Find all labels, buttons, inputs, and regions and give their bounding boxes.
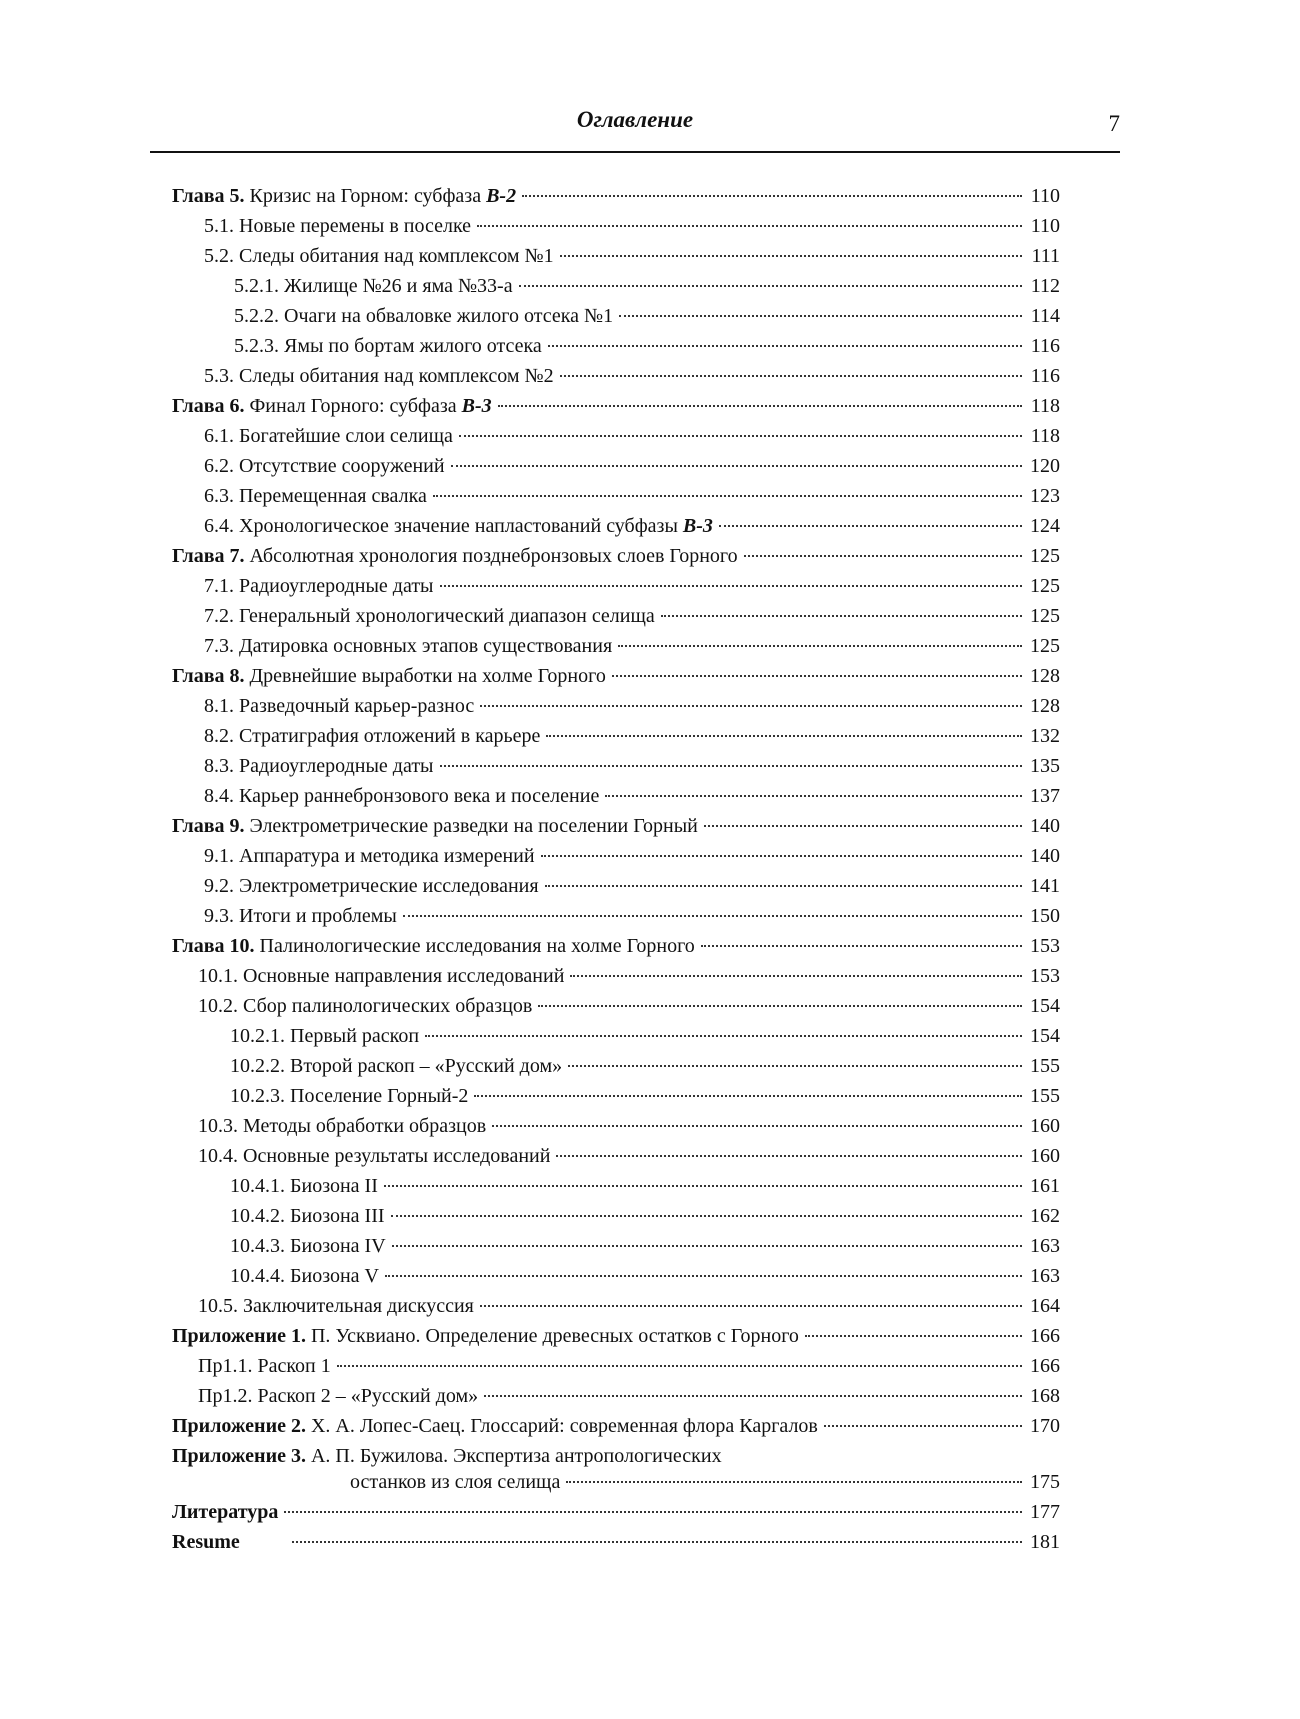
toc-entry-text: Кризис на Горном: субфаза [244, 185, 487, 207]
toc-entry-text: Палинологические исследования на холме Горного [254, 935, 695, 957]
toc-entry-label [198, 995, 532, 1018]
toc-entry-page: 124 [1030, 515, 1060, 537]
toc-entry[interactable] [170, 725, 1060, 755]
toc-entry-text: 8.3. Радиоуглеродные даты [204, 755, 434, 777]
toc-entry[interactable] [170, 965, 1060, 995]
toc-entry-page: 116 [1030, 335, 1060, 357]
toc-entry-text: Пр1.1. Раскоп 1 [198, 1355, 331, 1377]
toc-entry-prefix: Глава 6. [172, 395, 245, 417]
toc-entry-page: 170 [1030, 1415, 1060, 1437]
toc-entry-page: 177 [1030, 1501, 1060, 1523]
toc-entry-label [198, 1385, 478, 1408]
dot-leader [612, 675, 1022, 677]
toc-entry-label [198, 1115, 486, 1138]
dot-leader [545, 885, 1022, 887]
toc-entry[interactable] [170, 1501, 1060, 1531]
toc-entry-page: 112 [1030, 275, 1060, 297]
toc-entry-label [234, 335, 542, 358]
running-header [150, 103, 1120, 153]
dot-leader [805, 1335, 1022, 1337]
page-number: 7 [1108, 111, 1120, 136]
dot-leader [704, 825, 1022, 827]
toc-entry-label [204, 695, 474, 718]
toc-entry-label [204, 905, 397, 928]
toc-entry[interactable] [170, 1115, 1060, 1145]
dot-leader [538, 1005, 1022, 1007]
toc-entry-text: 7.1. Радиоуглеродные даты [204, 575, 434, 597]
toc-entry-page: 110 [1030, 215, 1060, 237]
toc-entry-label [230, 1235, 386, 1258]
toc-entry-label [172, 185, 516, 208]
toc-entry-page: 128 [1030, 665, 1060, 687]
dot-leader [824, 1425, 1022, 1427]
toc-entry-label [204, 365, 554, 388]
toc-entry[interactable] [170, 1471, 1060, 1501]
toc-entry[interactable] [170, 905, 1060, 935]
toc-entry-label [204, 725, 540, 748]
toc-entry[interactable] [170, 1445, 1060, 1471]
toc-entry-text: 5.2.2. Очаги на обваловке жилого отсека №1 [234, 305, 614, 327]
toc-entry[interactable] [170, 335, 1060, 365]
dot-leader [292, 1541, 1022, 1543]
toc-entry-label [172, 545, 738, 568]
toc-entry-text: 7.3. Датировка основных этапов существования [204, 635, 613, 657]
toc-entry-page: 163 [1030, 1235, 1060, 1257]
toc-entry-text: Пр1.2. Раскоп 2 – «Русский дом» [198, 1385, 479, 1407]
toc-entry[interactable] [170, 1235, 1060, 1265]
toc-entry-label [204, 215, 471, 238]
toc-entry-text: Х. А. Лопес-Саец. Глоссарий: современная флора Каргалов [305, 1415, 818, 1437]
toc-entry-label [204, 245, 554, 268]
toc-entry-prefix: Приложение 2. [172, 1415, 306, 1437]
toc-entry-label [204, 875, 539, 898]
toc-entry-page: 154 [1030, 1025, 1060, 1047]
toc-entry-text: останков из слоя селища [350, 1471, 561, 1493]
dot-leader [556, 1155, 1022, 1157]
toc-entry-page: 160 [1030, 1115, 1060, 1137]
toc-entry[interactable] [170, 695, 1060, 725]
dot-leader [568, 1065, 1022, 1067]
toc-entry[interactable] [170, 395, 1060, 425]
toc-entry[interactable] [170, 215, 1060, 245]
toc-entry-label [172, 395, 492, 418]
toc-entry-text: 10.2. Сбор палинологических образцов [198, 995, 533, 1017]
toc-entry[interactable] [170, 515, 1060, 545]
toc-entry-page: 125 [1030, 635, 1060, 657]
dot-leader [570, 975, 1022, 977]
toc-entry-page: 166 [1030, 1355, 1060, 1377]
toc-entry-text: 10.4.2. Биозона III [230, 1205, 385, 1227]
dot-leader [522, 195, 1022, 197]
toc-entry-label [204, 755, 434, 778]
toc-entry-label [172, 1415, 818, 1438]
toc-entry-text: 10.1. Основные направления исследований [198, 965, 565, 987]
toc-entry-prefix: Resume [172, 1531, 240, 1553]
toc-entry-label [204, 605, 655, 628]
toc-entry-page: 155 [1030, 1055, 1060, 1077]
toc-entry-label [350, 1471, 560, 1494]
toc-entry-label [230, 1085, 468, 1108]
toc-entry[interactable] [170, 605, 1060, 635]
toc-entry-page: 135 [1030, 755, 1060, 777]
toc-entry-text: 5.2.3. Ямы по бортам жилого отсека [234, 335, 542, 357]
toc-entry[interactable] [170, 1415, 1060, 1445]
toc-entry-text: 10.5. Заключительная дискуссия [198, 1295, 474, 1317]
toc-entry[interactable] [170, 485, 1060, 515]
toc-entry-text: 5.1. Новые перемены в поселке [204, 215, 472, 237]
toc-entry-page: 181 [1030, 1531, 1060, 1553]
dot-leader [425, 1035, 1022, 1037]
dot-leader [619, 315, 1022, 317]
toc-entry-page: 175 [1030, 1471, 1060, 1493]
toc-entry-label [204, 785, 599, 808]
toc-entry-label [172, 1501, 278, 1524]
toc-entry[interactable] [170, 845, 1060, 875]
toc-entry[interactable] [170, 755, 1060, 785]
dot-leader [477, 225, 1022, 227]
toc-entry[interactable] [170, 1085, 1060, 1115]
dot-leader [560, 375, 1022, 377]
page-title: Оглавление [576, 107, 694, 132]
toc-entry-page: 140 [1030, 845, 1060, 867]
toc-entry-text: 5.2.1. Жилище №26 и яма №33-а [234, 275, 513, 297]
dot-leader [385, 1275, 1022, 1277]
toc-entry-text: 5.2. Следы обитания над комплексом №1 [204, 245, 554, 267]
toc-entry-page: 114 [1030, 305, 1060, 327]
toc-entry-text: 10.4. Основные результаты исследований [198, 1145, 551, 1167]
dot-leader [548, 345, 1022, 347]
dot-leader [541, 855, 1022, 857]
toc-entry-page: 125 [1030, 575, 1060, 597]
toc-entry[interactable] [170, 1385, 1060, 1415]
toc-entry-label [204, 635, 612, 658]
toc-entry-prefix: Приложение 3. [172, 1445, 306, 1467]
toc-entry-label [172, 665, 606, 688]
toc-entry-text: 8.4. Карьер раннебронзового века и поселение [204, 785, 600, 807]
dot-leader [433, 495, 1022, 497]
dot-leader [605, 795, 1022, 797]
toc-entry-page: 150 [1030, 905, 1060, 927]
toc-entry-page: 116 [1030, 365, 1060, 387]
toc-entry-text: П. Усквиано. Определение древесных остатков с Горного [305, 1325, 799, 1347]
toc-entry-label [204, 515, 713, 538]
toc-entry-text: Древнейшие выработки на холме Горного [244, 665, 606, 687]
toc-entry-label [172, 815, 698, 838]
toc-entry-page: 166 [1030, 1325, 1060, 1347]
dot-leader [480, 705, 1022, 707]
toc-entry-label [198, 1295, 474, 1318]
toc-entry-page: 125 [1030, 605, 1060, 627]
toc-entry-text: Финал Горного: субфаза [244, 395, 462, 417]
toc-entry-label [172, 1445, 722, 1468]
toc-entry-page: 125 [1030, 545, 1060, 567]
toc-entry-label [230, 1205, 385, 1228]
toc-entry[interactable] [170, 1355, 1060, 1385]
toc-entry-page: 128 [1030, 695, 1060, 717]
toc-entry-prefix: Глава 8. [172, 665, 245, 687]
toc-entry-prefix: Глава 5. [172, 185, 245, 207]
toc-entry-label [234, 305, 613, 328]
toc-entry-page: 153 [1030, 935, 1060, 957]
dot-leader [661, 615, 1022, 617]
toc-entry-page: 141 [1030, 875, 1060, 897]
toc-entry-page: 164 [1030, 1295, 1060, 1317]
toc-entry-label [204, 455, 445, 478]
toc-entry-label [204, 425, 453, 448]
toc-entry-text: 6.4. Хронологическое значение напластований субфазы [204, 515, 683, 537]
toc-entry[interactable] [170, 875, 1060, 905]
toc-entry[interactable] [170, 275, 1060, 305]
toc-entry[interactable] [170, 1265, 1060, 1295]
toc-entry-text: 10.2.1. Первый раскоп [230, 1025, 420, 1047]
toc-entry-text: 8.2. Стратиграфия отложений в карьере [204, 725, 541, 747]
toc-entry-label [204, 485, 427, 508]
toc-entry-text: 5.3. Следы обитания над комплексом №2 [204, 365, 554, 387]
toc-entry[interactable] [170, 1145, 1060, 1175]
toc-entry-text: 9.3. Итоги и проблемы [204, 905, 397, 927]
toc-entry[interactable] [170, 425, 1060, 455]
dot-leader [451, 465, 1022, 467]
dot-leader [480, 1305, 1022, 1307]
toc-entry-text: 10.2.3. Поселение Горный-2 [230, 1085, 469, 1107]
dot-leader [474, 1095, 1022, 1097]
toc-entry[interactable] [170, 455, 1060, 485]
toc-entry-text: А. П. Бужилова. Экспертиза антропологических [305, 1445, 722, 1467]
toc-entry-prefix: Литература [172, 1501, 279, 1523]
dot-leader [392, 1245, 1022, 1247]
dot-leader [403, 915, 1022, 917]
toc-entry-label [230, 1025, 419, 1048]
toc-entry-page: 137 [1030, 785, 1060, 807]
toc-entry-page: 120 [1030, 455, 1060, 477]
toc-entry-page: 118 [1030, 395, 1060, 417]
toc-entry[interactable] [170, 1531, 1060, 1561]
dot-leader [566, 1481, 1022, 1483]
toc-entry-prefix: Глава 9. [172, 815, 245, 837]
dot-leader [284, 1511, 1022, 1513]
toc-entry-label [230, 1265, 379, 1288]
toc-entry-label [230, 1055, 562, 1078]
toc-entry[interactable] [170, 1025, 1060, 1055]
toc-entry-label [230, 1175, 378, 1198]
dot-leader [719, 525, 1022, 527]
toc-entry-label [172, 1531, 240, 1554]
toc-entry-label [198, 1145, 550, 1168]
toc-entry-page: 155 [1030, 1085, 1060, 1107]
toc-entry-text: 8.1. Разведочный карьер-разнос [204, 695, 475, 717]
toc-entry[interactable] [170, 785, 1060, 815]
dot-leader [498, 405, 1022, 407]
toc-entry[interactable] [170, 1295, 1060, 1325]
toc-entry-text: Электрометрические разведки на поселении Горный [244, 815, 698, 837]
toc-entry-prefix: Приложение 1. [172, 1325, 306, 1347]
dot-leader [546, 735, 1022, 737]
toc-entry-text: 6.1. Богатейшие слои селища [204, 425, 453, 447]
toc-entry-text: Абсолютная хронология позднебронзовых слоев Горного [244, 545, 738, 567]
toc-entry-label [198, 1355, 331, 1378]
toc-entry-page: 161 [1030, 1175, 1060, 1197]
toc-entry-text: 10.4.1. Биозона II [230, 1175, 378, 1197]
toc-entry[interactable] [170, 365, 1060, 395]
dot-leader [744, 555, 1022, 557]
toc-entry-page: 132 [1030, 725, 1060, 747]
dot-leader [484, 1395, 1022, 1397]
toc-entry-text: 6.3. Перемещенная свалка [204, 485, 427, 507]
toc-entry-text: 10.2.2. Второй раскоп – «Русский дом» [230, 1055, 563, 1077]
toc-entry-page: 154 [1030, 995, 1060, 1017]
toc-entry-page: 153 [1030, 965, 1060, 987]
toc-entry[interactable] [170, 245, 1060, 275]
toc-entry-page: 160 [1030, 1145, 1060, 1167]
dot-leader [560, 255, 1022, 257]
toc-entry-prefix: Глава 7. [172, 545, 245, 567]
toc-entry-page: 168 [1030, 1385, 1060, 1407]
toc-entry-text: 9.2. Электрометрические исследования [204, 875, 539, 897]
dot-leader [440, 765, 1023, 767]
dot-leader [384, 1185, 1022, 1187]
toc-entry[interactable] [170, 1325, 1060, 1355]
dot-leader [459, 435, 1022, 437]
toc-entry-label [204, 845, 535, 868]
dot-leader [391, 1215, 1022, 1217]
toc-entry-label [204, 575, 434, 598]
toc-entry-label [198, 965, 564, 988]
toc-entry[interactable] [170, 545, 1060, 575]
toc-entry-emphasis: B-2 [486, 185, 517, 207]
toc-entry-text: 6.2. Отсутствие сооружений [204, 455, 445, 477]
toc-entry-page: 123 [1030, 485, 1060, 507]
dot-leader [701, 945, 1022, 947]
toc-entry-emphasis: B-3 [461, 395, 492, 417]
toc-entry[interactable] [170, 1175, 1060, 1205]
toc-entry[interactable] [170, 305, 1060, 335]
table-of-contents [170, 185, 1060, 1561]
toc-entry[interactable] [170, 1205, 1060, 1235]
toc-entry[interactable] [170, 575, 1060, 605]
toc-entry-page: 163 [1030, 1265, 1060, 1287]
toc-entry-text: 10.3. Методы обработки образцов [198, 1115, 487, 1137]
toc-entry-emphasis: B-3 [682, 515, 713, 537]
toc-entry-label [234, 275, 513, 298]
dot-leader [337, 1365, 1022, 1367]
toc-entry[interactable] [170, 815, 1060, 845]
toc-entry[interactable] [170, 995, 1060, 1025]
dot-leader [519, 285, 1022, 287]
toc-entry-text: 9.1. Аппаратура и методика измерений [204, 845, 535, 867]
toc-entry-page: 110 [1030, 185, 1060, 207]
toc-entry-prefix: Глава 10. [172, 935, 255, 957]
dot-leader [440, 585, 1023, 587]
toc-entry-page: 162 [1030, 1205, 1060, 1227]
toc-entry-page: 111 [1031, 245, 1060, 267]
toc-entry[interactable] [170, 185, 1060, 215]
toc-entry-text: 10.4.4. Биозона V [230, 1265, 379, 1287]
toc-entry[interactable] [170, 665, 1060, 695]
toc-entry[interactable] [170, 935, 1060, 965]
toc-entry-page: 118 [1030, 425, 1060, 447]
toc-entry-label [172, 1325, 799, 1348]
toc-entry-text: 10.4.3. Биозона IV [230, 1235, 386, 1257]
dot-leader [492, 1125, 1022, 1127]
toc-entry-page: 140 [1030, 815, 1060, 837]
toc-entry[interactable] [170, 1055, 1060, 1085]
dot-leader [618, 645, 1022, 647]
toc-entry-text: 7.2. Генеральный хронологический диапазон селища [204, 605, 655, 627]
toc-entry[interactable] [170, 635, 1060, 665]
toc-entry-label [172, 935, 695, 958]
